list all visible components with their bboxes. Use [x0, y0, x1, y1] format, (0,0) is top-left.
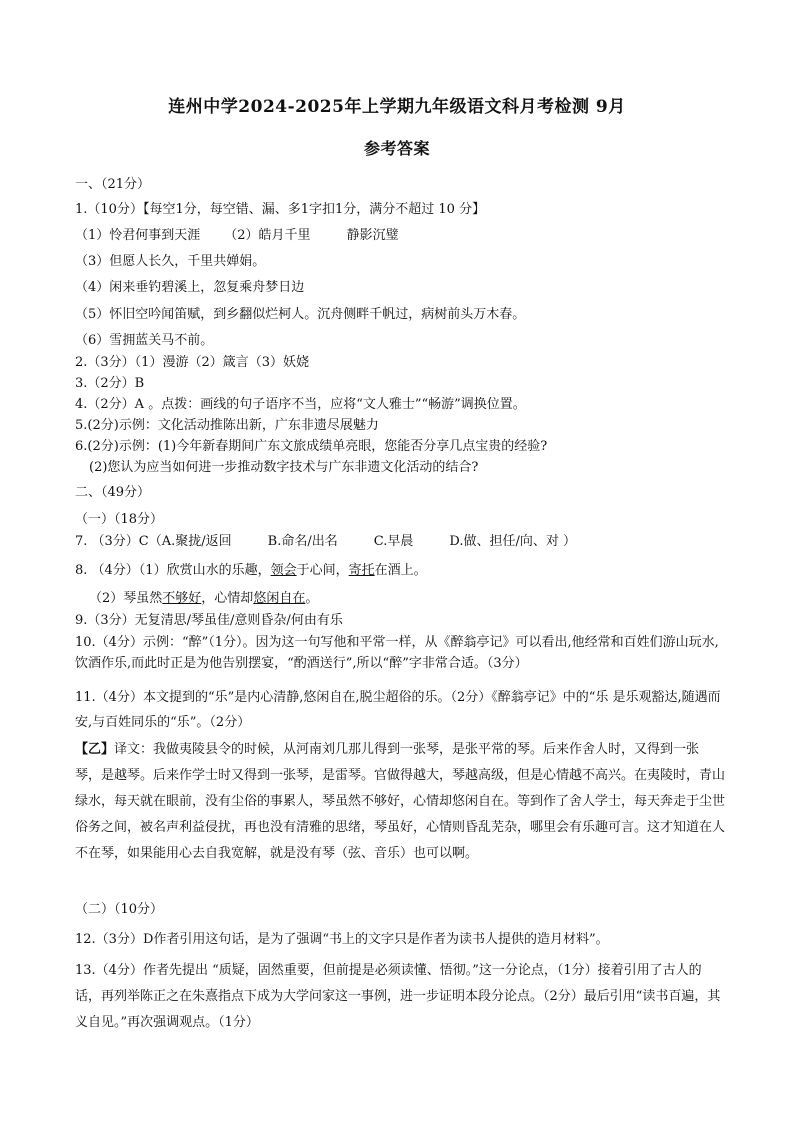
answer-q7-a: 7. （3分）C（A.聚拢/返回: [75, 534, 232, 549]
translation-paragraph: [75, 737, 725, 867]
answer-q11: 11.（4分）本文提到的“乐”是内心清静,悠闲自在,脱尘超俗的乐。（2分）《醉翁亭记》中的“乐 是乐观豁达,随遇而安,与百姓同乐的“乐”。（2分）: [75, 690, 721, 730]
subsection-2-heading: （二）（10分）: [75, 902, 164, 917]
translation-label: 【乙】: [75, 742, 115, 757]
q8-text: 于心间，: [296, 563, 349, 578]
answer-q1-6: （6）雪拥蓝关马不前。: [75, 333, 214, 348]
section-1-heading: 一、（21分）: [75, 177, 151, 192]
answer-q1-4: （4）闲来垂钓碧溪上，忽复乘舟梦日边: [75, 280, 305, 295]
answer-q13: 13.（4分）作者先提出 “质疑，固然重要，但前提是必须读懂、悟彻。”这一分论点，（1分）接着引用了古人的话，再列举陈正之在朱熹指点下成为大学问家这一事例，进一步证明本段分论点。（2分）最后引用“读书百遍，其义自见。”再次强调观点。（1分）: [75, 963, 721, 1030]
answer-q7-d: D.做、担任/向、对 ）: [449, 534, 576, 549]
section-2-heading: 二、（49分）: [75, 485, 151, 500]
answer-q1-2a: （2）皓月千里: [224, 228, 311, 243]
q8-underlined-word: 领会: [270, 563, 297, 578]
answer-q1: 1.（10分）【每空1分，每空错、漏、多1字扣1分，满分不超过 10 分】: [75, 202, 486, 217]
answer-q8-part2: [89, 590, 318, 608]
answer-q7-c: C.早晨: [373, 534, 414, 549]
page-title: 连州中学2024-2025年上学期九年级语文科月考检测 9月: [168, 97, 626, 117]
q8-underlined-word: 不够好: [162, 591, 202, 606]
answer-q7-b: B.命名/出名: [267, 534, 338, 549]
q8-underlined-word: 悠闲自在: [253, 591, 306, 606]
answer-q1-2b: 静影沉璧: [346, 228, 399, 243]
answer-q5: 5.(2分)示例：文化活动推陈出新，广东非遗尽展魅力: [75, 418, 379, 433]
answer-q3: 3.（2分）B: [75, 376, 145, 391]
answer-q9: 9.（3分）无复清思/琴虽佳/意则昏杂/何由有乐: [75, 613, 343, 628]
page-subtitle: 参考答案: [363, 139, 430, 158]
answer-q2: 2.（3分）（1）漫游（2）箴言（3）妖娆: [75, 355, 309, 370]
q8-text: （2）琴虽然: [89, 591, 163, 606]
answer-q1-1: （1）怜君何事到天涯: [75, 228, 201, 243]
q8-text: ，心情却: [201, 591, 254, 606]
answer-q1-1-2: [75, 227, 399, 245]
answer-q6-part2: (2)您认为应当如何进一步推动数字技术与广东非遗文化活动的结合?: [89, 460, 479, 475]
answer-q7: [75, 533, 576, 551]
subsection-1-heading: （一）（18分）: [75, 512, 164, 527]
q8-text: 。: [305, 591, 319, 606]
answer-q12: 12.（3分）D作者引用这句话，是为了强调“书上的文字只是作者为读书人提供的造月材料”。: [75, 932, 609, 947]
translation-text: 译文：我做夷陵县令的时候，从河南刘几那儿得到一张琴，是张平常的琴。后来作舍人时，又得到一张琴，是越琴。后来作学士时又得到一张琴，是雷琴。官做得越大，琴越高级，但是心情越不高兴。在夷陵时，青山绿水，每天就在眼前，没有尘俗的事累人，琴虽然不够好，心情却悠闲自在。等到作了舍人学士，每天奔走于尘世俗务之间，被名声利益侵扰，再也没有清雅的思绪，琴虽好，心情则昏乱芜杂，哪里会有乐趣可言。这才知道在人不在琴，如果能用心去自我宽解，就是没有琴（弦、音乐）也可以啊。: [75, 742, 726, 861]
answer-q10: 10.（4分）示例：“醉”（1分）。因为这一句写他和平常一样，从《醉翁亭记》可以看出,他经常和百姓们游山玩水,饮酒作乐,而此时正是为他告别摆宴，“酌酒送行”,所以“醉”字非常合适。（3分）: [75, 635, 719, 671]
answer-q6-part1: 6.(2分)示例：(1)今年新春期间广东文旅成绩单亮眼，您能否分享几点宝贵的经验?: [75, 439, 548, 454]
answer-q1-5: （5）怀旧空吟闻笛赋，到乡翻似烂柯人。沉舟侧畔千帆过，病树前头万木春。: [75, 307, 526, 322]
answer-q8-part1: [75, 562, 427, 580]
answer-q4: 4.（2分）A 。点拨：画线的句子语序不当，应将“文人雅士”“畅游”调换位置。: [75, 397, 526, 412]
q8-text: 在酒上。: [374, 563, 427, 578]
q8-underlined-word: 寄托: [348, 563, 375, 578]
answer-q1-3: （3）但愿人长久，千里共婵娟。: [75, 254, 266, 269]
q8-text: 8. （4分）（1）欣赏山水的乐趣，: [75, 563, 271, 578]
